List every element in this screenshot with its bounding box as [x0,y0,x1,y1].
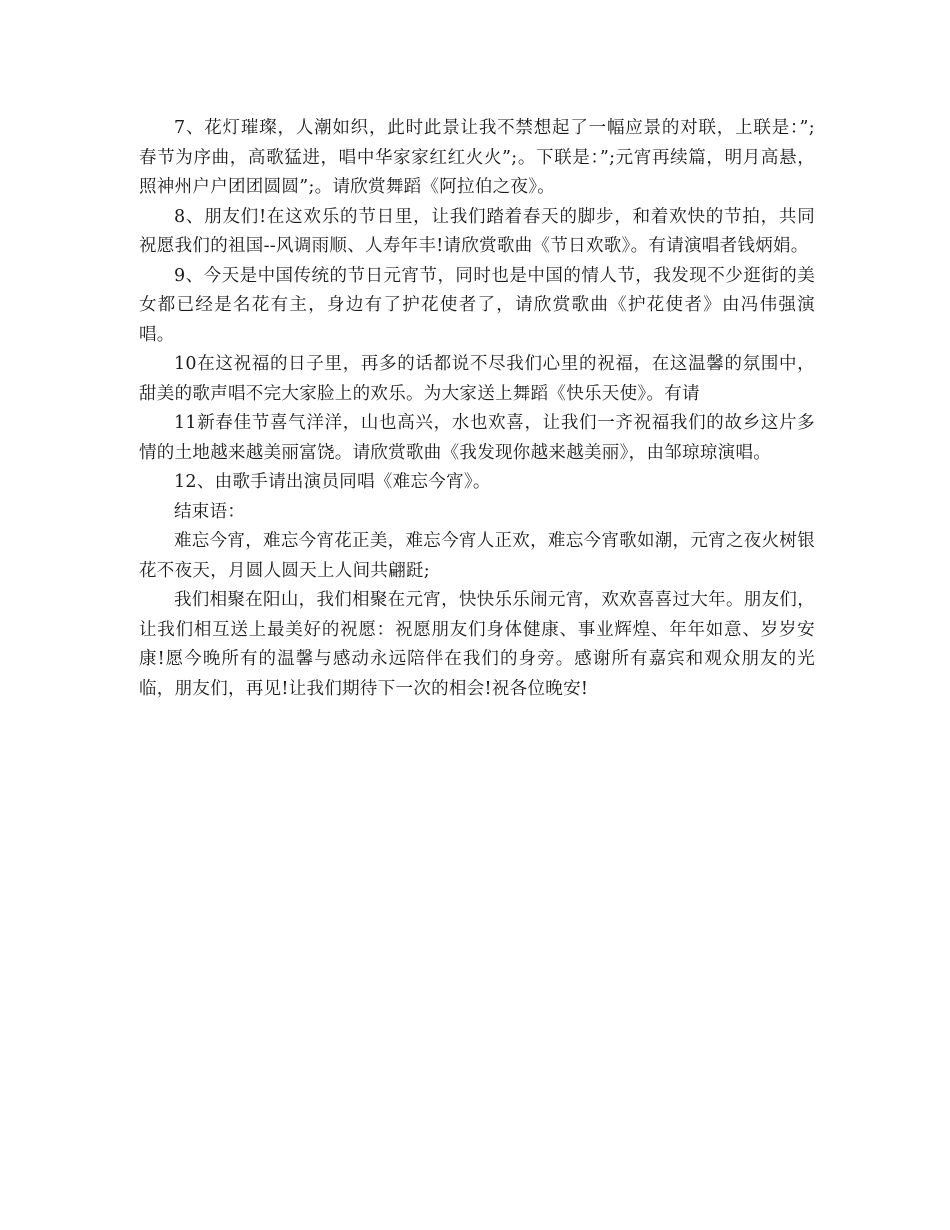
closing-paragraph-1: 难忘今宵，难忘今宵花正美，难忘今宵人正欢，难忘今宵歌如潮，元宵之夜火树银花不夜天，月圆人圆天上人间共翩跹; [139,531,815,581]
paragraph-10-happy-angel-dance: 10在这祝福的日子里，再多的话都说不尽我们心里的祝福，在这温馨的氛围中，甜美的歌声唱不完大家脸上的欢乐。为大家送上舞蹈《快乐天使》。有请 [139,354,815,404]
paragraph-12-closing-song: 12、由歌手请出演员同唱《难忘今宵》。 [174,472,491,492]
paragraph-11-beautiful-song: 11新春佳节喜气洋洋，山也高兴，水也欢喜，让我们一齐祝福我们的故乡这片多情的土地越来越美丽富饶。请欣赏歌曲《我发现你越来越美丽》，由邹琼琼演唱。 [139,413,815,463]
paragraph-9-guardian-song: 9、今天是中国传统的节日元宵节，同时也是中国的情人节，我发现不少逛街的美女都已经是名花有主，身边有了护花使者了，请欣赏歌曲《护花使者》由冯伟强演唱。 [139,265,815,345]
document-body [139,114,815,704]
closing-remarks-heading: 结束语： [174,501,246,522]
closing-paragraph-2: 我们相聚在阳山，我们相聚在元宵，快快乐乐闹元宵，欢欢喜喜过大年。朋友们，让我们相互送上最美好的祝愿：祝愿朋友们身体健康、事业辉煌、年年如意、岁岁安康!愿今晚所有的温馨与感动永远陪伴在我们的身旁。感谢所有嘉宾和观众朋友的光临，朋友们，再见!让我们期待下一次的相会!祝各位晚安! [139,590,815,699]
paragraph-8-festival-song: 8、朋友们!在这欢乐的节日里，让我们踏着春天的脚步，和着欢快的节拍，共同祝愿我们的祖国--风调雨顺、人寿年丰!请欣赏歌曲《节日欢歌》。有请演唱者钱炳娟。 [139,206,815,256]
paragraph-7-lantern-couplet: 7、花灯璀璨，人潮如织，此时此景让我不禁想起了一幅应景的对联，上联是：”;春节为序曲，高歌猛进，唱中华家家红红火火”;。下联是：”;元宵再续篇，明月高悬，照神州户户团团圆圆”;。请欣赏舞蹈《阿拉伯之夜》。 [139,118,815,197]
